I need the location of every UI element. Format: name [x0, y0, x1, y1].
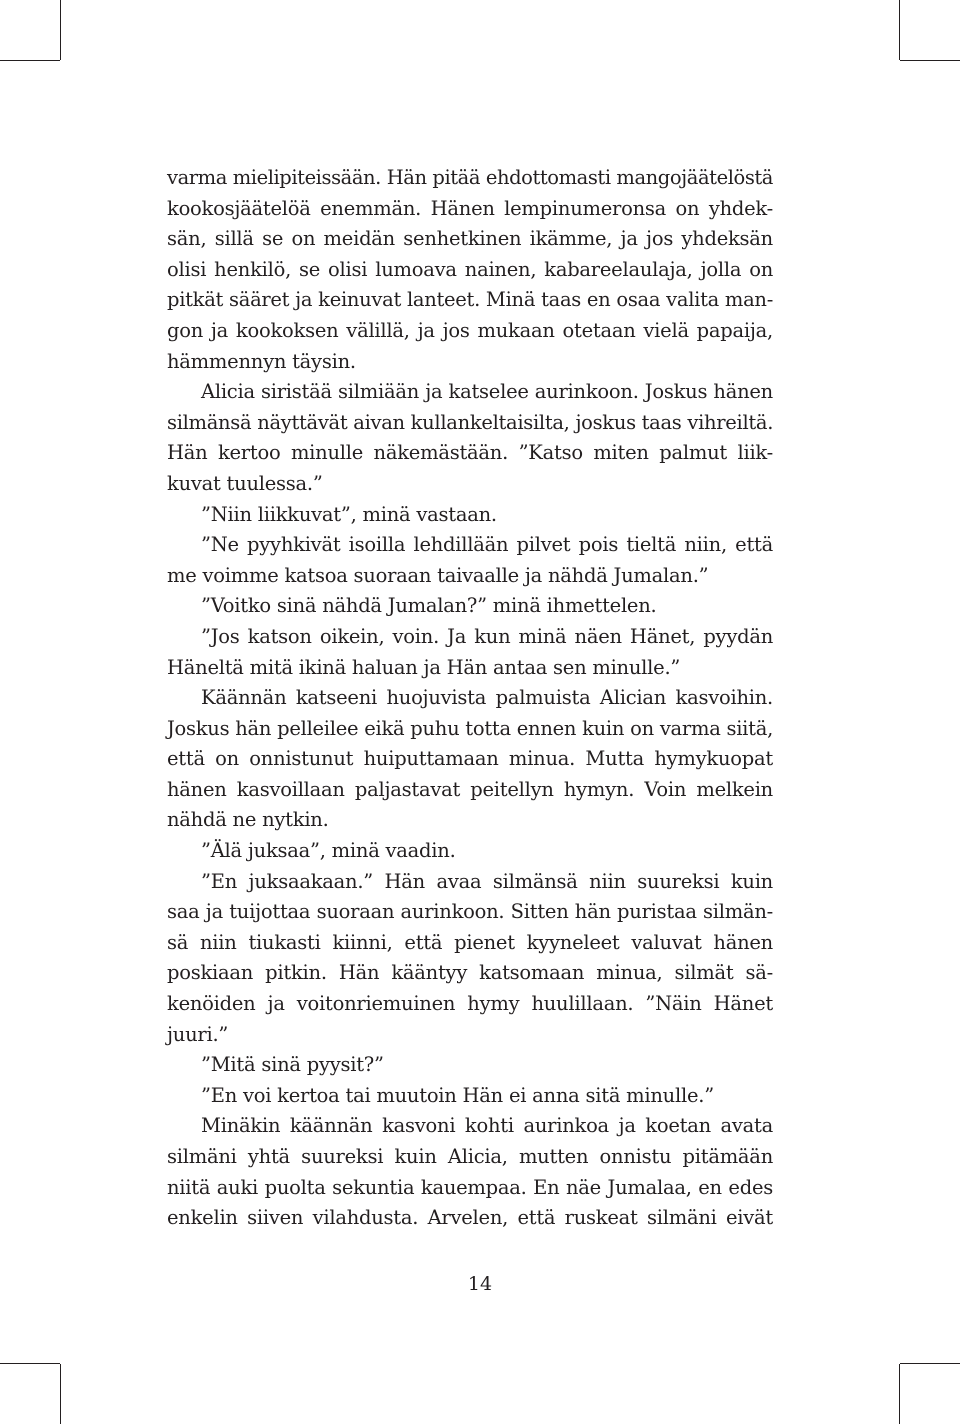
- text-line: Häneltä mitä ikinä haluan ja Hän antaa sen minulle.”: [167, 655, 681, 679]
- text-line: pitkät sääret ja keinuvat lanteet. Minä taas en osaa valita man-: [167, 288, 773, 312]
- text-line: gon ja kookoksen välillä, ja jos mukaan otetaan vielä papaija,: [167, 318, 773, 342]
- text-line: Hän kertoo minulle näkemästään. ”Katso miten palmut liik-: [167, 441, 773, 465]
- text-line: Joskus hän pelleilee eikä puhu totta ennen kuin on varma siitä,: [167, 716, 773, 740]
- text-line: niitä auki puolta sekuntia kauempaa. En näe Jumalaa, en edes: [167, 1175, 773, 1199]
- text-line: juuri.”: [167, 1022, 229, 1046]
- text-line: me voimme katsoa suoraan taivaalle ja nähdä Jumalan.”: [167, 563, 709, 587]
- text-line: että on onnistunut huiputtamaan minua. Mutta hymykuopat: [167, 747, 773, 771]
- text-line: saa ja tuijottaa suoraan aurinkoon. Sitten hän puristaa silmän-: [167, 900, 773, 924]
- crop-mark-bottom-right-vertical: [899, 1364, 900, 1424]
- crop-mark-top-left-vertical: [60, 0, 61, 60]
- crop-mark-bottom-left-vertical: [60, 1364, 61, 1424]
- text-line: kuvat tuulessa.”: [167, 471, 323, 495]
- text-line: kenöiden ja voitonriemuinen hymy huulillaan. ”Näin Hänet: [167, 992, 773, 1016]
- text-line: hänen kasvoillaan paljastavat peitellyn hymyn. Voin melkein: [167, 777, 773, 801]
- text-line: Alicia siristää silmiään ja katselee aurinkoon. Joskus hänen: [201, 380, 773, 404]
- text-line: kookosjäätelöä enemmän. Hänen lempinumeronsa on yhdek-: [167, 196, 773, 220]
- text-line: enkelin siiven vilahdusta. Arvelen, että ruskeat silmäni eivät: [167, 1206, 773, 1230]
- crop-mark-bottom-right-horizontal: [900, 1363, 960, 1364]
- text-line: silmäni yhtä suureksi kuin Alicia, mutten onnistu pitämään: [167, 1145, 773, 1168]
- text-line: ”Voitko sinä nähdä Jumalan?” minä ihmettelen.: [201, 594, 657, 618]
- text-line: ”Niin liikkuvat”, minä vastaan.: [201, 502, 497, 526]
- body-text: [167, 163, 773, 1234]
- page-number: 14: [467, 1273, 493, 1295]
- text-line: olisi henkilö, se olisi lumoava nainen, kabareelaulaja, jolla on: [167, 257, 773, 281]
- text-line: ”Jos katson oikein, voin. Ja kun minä näen Hänet, pyydän: [201, 624, 773, 648]
- text-line: ”Ne pyyhkivät isoilla lehdillään pilvet pois tieltä niin, että: [201, 533, 773, 557]
- text-line: Käännän katseeni huojuvista palmuista Alician kasvoihin.: [201, 686, 773, 710]
- text-line: sän, sillä se on meidän senhetkinen ikämme, ja jos yhdeksän: [167, 227, 773, 251]
- text-line: varma mielipiteissään. Hän pitää ehdottomasti mangojäätelöstä: [167, 166, 773, 189]
- crop-mark-top-right-vertical: [899, 0, 900, 60]
- crop-mark-bottom-left-horizontal: [0, 1363, 60, 1364]
- text-line: nähdä ne nytkin.: [167, 808, 329, 832]
- text-line: ”Mitä sinä pyysit?”: [201, 1053, 384, 1077]
- text-line: ”En juksaakaan.” Hän avaa silmänsä niin suureksi kuin: [201, 869, 773, 893]
- text-line: ”Älä juksaa”, minä vaadin.: [201, 839, 456, 863]
- text-line: hämmennyn täysin.: [167, 349, 356, 373]
- crop-mark-top-right-horizontal: [900, 60, 960, 61]
- text-line: sä niin tiukasti kiinni, että pienet kyyneleet valuvat hänen: [167, 930, 773, 954]
- text-line: ”En voi kertoa tai muutoin Hän ei anna sitä minulle.”: [201, 1083, 714, 1107]
- text-line: silmänsä näyttävät aivan kullankeltaisilta, joskus taas vihreiltä.: [167, 410, 774, 434]
- text-line: poskiaan pitkin. Hän kääntyy katsomaan minua, silmät sä-: [167, 961, 773, 985]
- crop-mark-top-left-horizontal: [0, 60, 60, 61]
- text-line: Minäkin käännän kasvoni kohti aurinkoa ja koetan avata: [201, 1114, 773, 1138]
